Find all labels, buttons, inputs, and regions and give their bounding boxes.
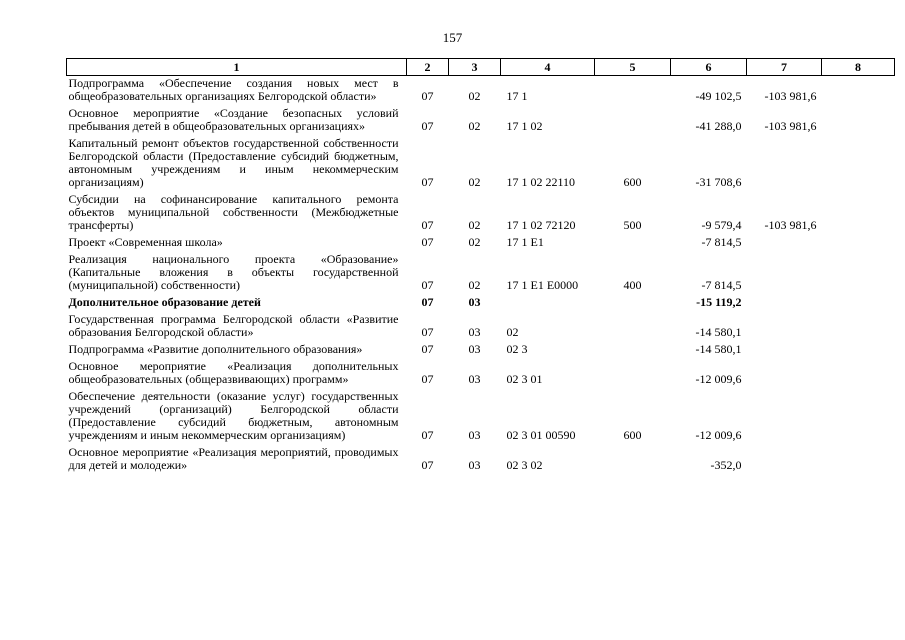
row-amount-2-cell	[747, 389, 822, 445]
table-row	[67, 136, 895, 192]
row-amount-2-cell: -103 981,6	[764, 218, 817, 232]
row-amount-cell: -14 580,1	[695, 342, 742, 356]
row-amount-cell: -9 579,4	[701, 218, 742, 232]
row-target-article-cell	[501, 295, 595, 312]
row-amount-3-cell	[822, 76, 895, 107]
row-target-article-cell: 17 1 E1	[506, 235, 544, 249]
row-amount-2-cell	[747, 136, 822, 192]
row-name-cell: Субсидии на софинансирование капитального ремонта объектов муниципальной собственности (Межбюджетные трансферты)	[68, 192, 399, 232]
row-subsection-cell: 03	[468, 295, 481, 309]
row-amount-3-cell	[822, 342, 895, 359]
row-amount-cell: -12 009,6	[695, 372, 742, 386]
row-subsection-cell: 02	[468, 89, 481, 103]
table-row	[67, 235, 895, 252]
row-expense-type-cell: 400	[623, 278, 642, 292]
table-row	[67, 359, 895, 389]
row-subsection-cell: 02	[468, 278, 481, 292]
row-name-cell: Дополнительное образование детей	[68, 295, 261, 309]
row-target-article-cell: 17 1 02 22110	[506, 175, 576, 189]
row-target-article-cell: 17 1	[506, 89, 528, 103]
row-amount-3-cell	[822, 389, 895, 445]
row-subsection-cell: 02	[468, 218, 481, 232]
header-row	[67, 59, 895, 76]
table-row	[67, 312, 895, 342]
row-section-cell: 07	[421, 89, 434, 103]
row-name-cell: Основное мероприятие «Реализация мероприятий, проводимых для детей и молодежи»	[68, 445, 399, 472]
header-cell-5: 5	[595, 59, 671, 76]
row-amount-2-cell	[747, 295, 822, 312]
row-amount-3-cell	[822, 252, 895, 295]
row-amount-cell: -41 288,0	[695, 119, 742, 133]
header-cell-8: 8	[822, 59, 895, 76]
table-row	[67, 445, 895, 475]
row-amount-cell: -7 814,5	[701, 235, 742, 249]
row-amount-3-cell	[822, 235, 895, 252]
header-cell-2: 2	[407, 59, 449, 76]
row-expense-type-cell	[595, 445, 671, 475]
row-subsection-cell: 02	[468, 119, 481, 133]
row-amount-cell: -352,0	[710, 458, 742, 472]
row-subsection-cell: 03	[468, 325, 481, 339]
row-amount-2-cell	[747, 252, 822, 295]
table-header	[67, 59, 895, 76]
row-section-cell: 07	[421, 175, 434, 189]
row-name-cell: Подпрограмма «Обеспечение создания новых мест в общеобразовательных организациях Белгородской области»	[68, 76, 399, 103]
row-amount-2-cell	[747, 342, 822, 359]
row-target-article-cell: 17 1 02	[506, 119, 543, 133]
row-section-cell: 07	[421, 342, 434, 356]
row-name-cell: Проект «Современная школа»	[68, 235, 223, 249]
row-amount-2-cell	[747, 445, 822, 475]
row-target-article-cell: 17 1 E1 E0000	[506, 278, 579, 292]
row-section-cell: 07	[421, 295, 434, 309]
row-amount-3-cell	[822, 136, 895, 192]
page-number: 157	[442, 30, 463, 45]
header-cell-4: 4	[501, 59, 595, 76]
row-name-cell: Капитальный ремонт объектов государственной собственности Белгородской области (Предоставление субсидий бюджетным, автономным учреждениям и иным некоммерческим организациям)	[68, 136, 399, 189]
row-amount-2-cell	[747, 359, 822, 389]
row-name-cell: Государственная программа Белгородской области «Развитие образования Белгородской области»	[68, 312, 399, 339]
table-row	[67, 342, 895, 359]
row-name-cell: Обеспечение деятельности (оказание услуг) государственных учреждений (организаций) Белгородской области (Предоставление субсидий бюджетным, автономным учреждениям и иным некоммерческим организациям)	[68, 389, 399, 442]
row-amount-3-cell	[822, 445, 895, 475]
row-amount-2-cell: -103 981,6	[764, 89, 817, 103]
row-section-cell: 07	[421, 235, 434, 249]
table-row	[67, 106, 895, 136]
row-amount-cell: -12 009,6	[695, 428, 742, 442]
row-expense-type-cell	[595, 342, 671, 359]
row-amount-3-cell	[822, 106, 895, 136]
row-amount-3-cell	[822, 295, 895, 312]
row-amount-2-cell	[747, 312, 822, 342]
row-target-article-cell: 02	[506, 325, 519, 339]
header-cell-3: 3	[449, 59, 501, 76]
row-amount-2-cell: -103 981,6	[764, 119, 817, 133]
row-subsection-cell: 02	[468, 235, 481, 249]
header-cell-1: 1	[67, 59, 407, 76]
row-subsection-cell: 03	[468, 458, 481, 472]
row-expense-type-cell	[595, 76, 671, 107]
table-body	[67, 76, 895, 476]
row-subsection-cell: 03	[468, 372, 481, 386]
table-row	[67, 295, 895, 312]
row-amount-cell: -7 814,5	[701, 278, 742, 292]
row-expense-type-cell	[595, 312, 671, 342]
header-cell-6: 6	[671, 59, 747, 76]
row-section-cell: 07	[421, 119, 434, 133]
row-expense-type-cell: 500	[623, 218, 642, 232]
row-section-cell: 07	[421, 325, 434, 339]
row-target-article-cell: 02 3 01	[506, 372, 543, 386]
table-row	[67, 192, 895, 235]
row-subsection-cell: 03	[468, 428, 481, 442]
row-expense-type-cell	[595, 359, 671, 389]
table-row	[67, 389, 895, 445]
row-section-cell: 07	[421, 458, 434, 472]
row-expense-type-cell	[595, 106, 671, 136]
row-name-cell: Реализация национального проекта «Образование» (Капитальные вложения в объекты государственной (муниципальной) собственности)	[68, 252, 399, 292]
row-amount-cell: -31 708,6	[695, 175, 742, 189]
row-subsection-cell: 02	[468, 175, 481, 189]
row-name-cell: Основное мероприятие «Реализация дополнительных общеобразовательных (общеразвивающих) программ»	[68, 359, 399, 386]
row-name-cell: Подпрограмма «Развитие дополнительного образования»	[68, 342, 363, 356]
row-amount-3-cell	[822, 312, 895, 342]
row-amount-cell: -14 580,1	[695, 325, 742, 339]
row-section-cell: 07	[421, 278, 434, 292]
row-target-article-cell: 17 1 02 72120	[506, 218, 576, 232]
row-amount-2-cell	[747, 235, 822, 252]
row-expense-type-cell	[595, 235, 671, 252]
budget-table	[66, 58, 895, 475]
row-section-cell: 07	[421, 372, 434, 386]
row-expense-type-cell: 600	[623, 175, 642, 189]
row-amount-3-cell	[822, 359, 895, 389]
row-target-article-cell: 02 3	[506, 342, 528, 356]
row-expense-type-cell	[595, 295, 671, 312]
row-section-cell: 07	[421, 428, 434, 442]
row-amount-cell: -15 119,2	[696, 295, 742, 309]
table-row	[67, 76, 895, 107]
row-section-cell: 07	[421, 218, 434, 232]
row-expense-type-cell: 600	[623, 428, 642, 442]
row-amount-cell: -49 102,5	[695, 89, 742, 103]
header-cell-7: 7	[747, 59, 822, 76]
row-target-article-cell: 02 3 01 00590	[506, 428, 576, 442]
row-name-cell: Основное мероприятие «Создание безопасных условий пребывания детей в общеобразовательных организациях»	[68, 106, 399, 133]
row-target-article-cell: 02 3 02	[506, 458, 543, 472]
row-amount-3-cell	[822, 192, 895, 235]
table-row	[67, 252, 895, 295]
row-subsection-cell: 03	[468, 342, 481, 356]
